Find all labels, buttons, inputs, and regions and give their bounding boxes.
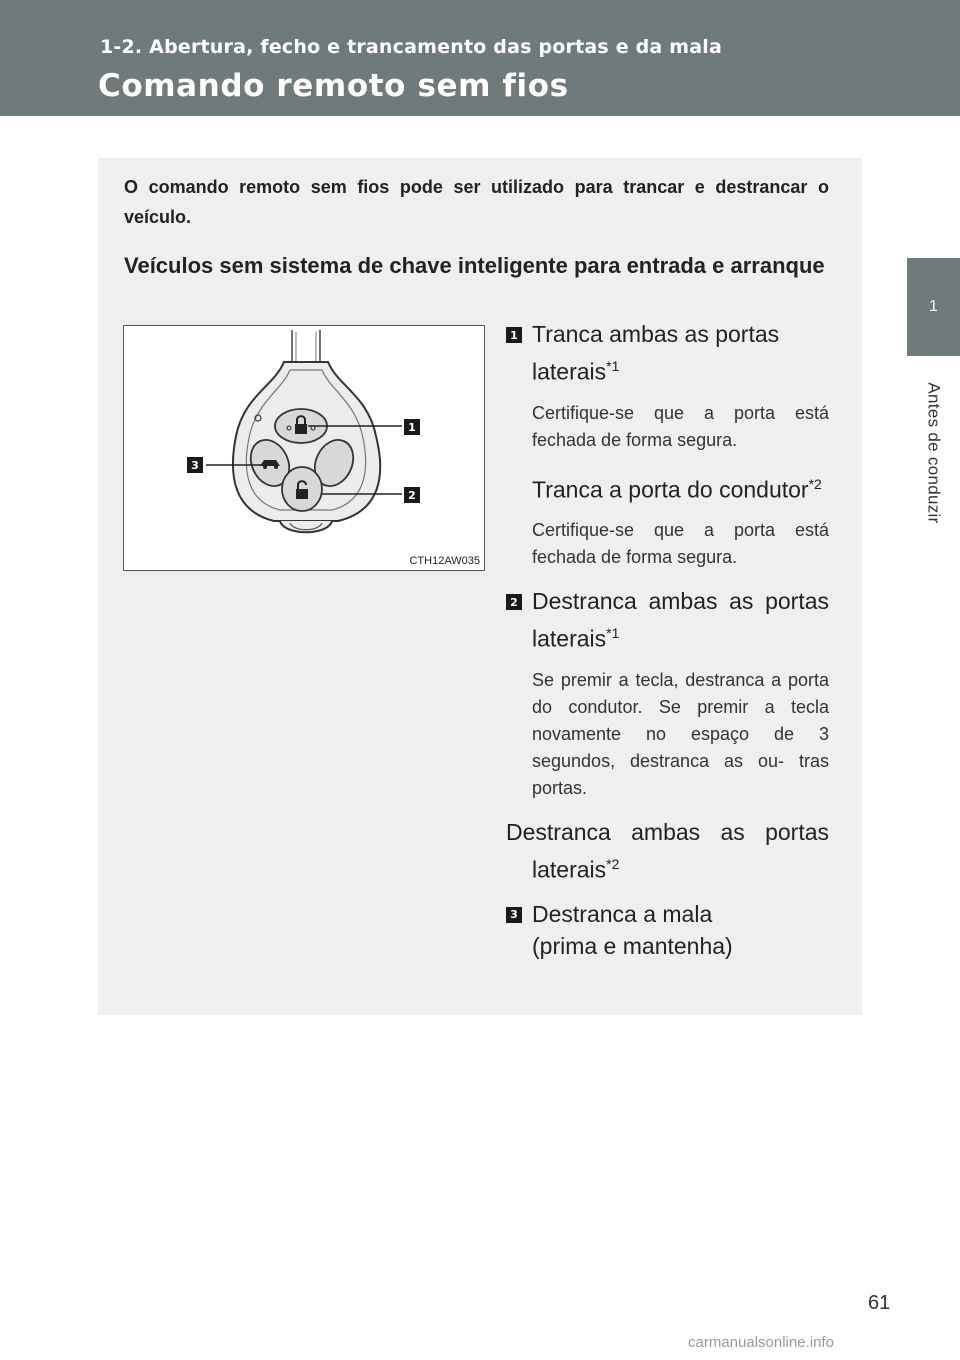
footnote-mark: *2 bbox=[808, 475, 822, 492]
footnote-mark: *2 bbox=[606, 855, 620, 872]
item-badge: 1 bbox=[506, 327, 522, 343]
key-fob-figure bbox=[123, 325, 485, 571]
footnote-mark: *1 bbox=[606, 625, 620, 642]
list-item bbox=[506, 585, 829, 802]
subheading: Veículos sem sistema de chave inteligente para entrada e arranque bbox=[124, 253, 825, 278]
chapter-number: 1 bbox=[929, 298, 938, 315]
callout-3: 3 bbox=[187, 457, 203, 473]
page-title: Comando remoto sem fios bbox=[98, 68, 569, 104]
page-number: 61 bbox=[868, 1292, 891, 1314]
item-title: Destranca ambas as portas laterais bbox=[506, 818, 829, 883]
item-title: Tranca a porta do condutor bbox=[532, 476, 809, 503]
callout-2: 2 bbox=[404, 487, 420, 503]
key-fob-illustration bbox=[124, 326, 484, 570]
section-title: 1-2. Abertura, fecho e trancamento das portas e da mala bbox=[100, 36, 722, 58]
footnote-mark: *1 bbox=[606, 358, 620, 374]
item-title: Tranca ambas as portas laterais bbox=[532, 321, 780, 385]
item-badge: 3 bbox=[506, 907, 522, 923]
chapter-label: Antes de conduzir bbox=[925, 382, 944, 524]
item-title: Destranca ambas as portas laterais bbox=[532, 588, 829, 652]
watermark[interactable]: carmanualsonline.info bbox=[688, 1334, 834, 1351]
item-title: Destranca a mala bbox=[532, 900, 713, 927]
list-item bbox=[506, 318, 829, 454]
intro-text: O comando remoto sem fios pode ser utilizado para trancar e destrancar o veículo. bbox=[124, 177, 829, 227]
callout-1: 1 bbox=[404, 419, 420, 435]
item-subtitle: (prima e mantenha) bbox=[532, 932, 733, 959]
figure-code: CTH12AW035 bbox=[409, 555, 480, 567]
item-note: Certifique-se que a porta está fechada de forma segura. bbox=[532, 402, 829, 450]
list-item bbox=[506, 898, 829, 962]
chapter-tab[interactable] bbox=[907, 258, 960, 356]
list-item bbox=[506, 468, 829, 572]
item-note: Se premir a tecla, destranca a porta do condutor. Se premir a tecla novamente no espaço de 3 segundos, destranca as ou- tras portas. bbox=[532, 669, 829, 798]
page-header bbox=[0, 0, 960, 116]
list-item bbox=[506, 816, 829, 886]
function-list bbox=[506, 318, 829, 962]
item-note: Certifique-se que a porta está fechada de forma segura. bbox=[532, 520, 829, 568]
unlock-icon bbox=[282, 467, 322, 511]
item-badge: 2 bbox=[506, 594, 522, 610]
